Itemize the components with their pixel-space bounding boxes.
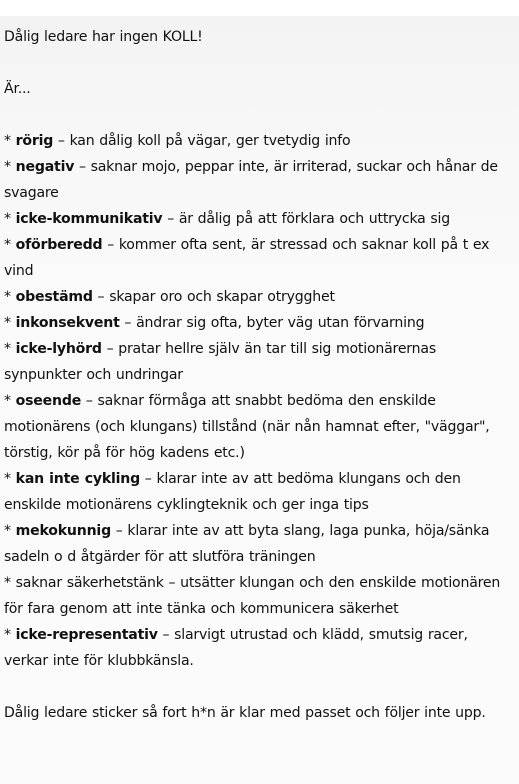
list-item xyxy=(4,388,516,466)
bullet: * xyxy=(4,133,11,149)
top-band xyxy=(0,0,519,16)
bullet: * xyxy=(4,315,11,331)
bullet: * xyxy=(4,471,11,487)
list-item xyxy=(4,622,516,674)
bullet: * xyxy=(4,393,11,409)
list-item xyxy=(4,284,516,310)
bullet: * xyxy=(4,159,11,175)
item-description: – klarar inte av att bedöma klungans och den enskilde motionärens cyklingteknik och ger inga tips xyxy=(4,471,461,513)
item-description: – kommer ofta sent, är stressad och saknar koll på t ex vind xyxy=(4,237,490,279)
item-term: mekokunnig xyxy=(15,523,111,539)
item-term: negativ xyxy=(15,159,75,175)
item-description: – klarar inte av att byta slang, laga punka, höja/sänka sadeln o d åtgärder för att slutföra träningen xyxy=(4,523,490,565)
item-term: rörig xyxy=(15,133,54,149)
item-term: icke-lyhörd xyxy=(15,341,102,357)
item-description: – skapar oro och skapar otrygghet xyxy=(92,289,335,305)
item-term: icke-kommunikativ xyxy=(15,211,163,227)
bullet: * xyxy=(4,627,11,643)
item-description: – saknar mojo, peppar inte, är irriterad, suckar och hånar de svagare xyxy=(4,159,498,201)
item-term: kan inte cykling xyxy=(15,471,141,487)
bullet: * xyxy=(4,289,11,305)
bullet: * xyxy=(4,211,11,227)
item-term: icke-representativ xyxy=(15,627,158,643)
closing-text: Dålig ledare sticker så fort h*n är klar med passet och följer inte upp. xyxy=(4,705,486,721)
bullet: * xyxy=(4,341,11,357)
post-content xyxy=(4,24,516,726)
item-description: – är dålig på att förklara och uttrycka sig xyxy=(162,211,451,227)
list-item xyxy=(4,154,516,206)
list-item xyxy=(4,232,516,284)
item-description: – kan dålig koll på vägar, ger tvetydig info xyxy=(53,133,351,149)
bullet: * xyxy=(4,237,11,253)
item-description: – saknar förmåga att snabbt bedöma den enskilde motionärens (och klungans) tillstånd (när nån hamnat efter, "väggar", törstig, kör på för hög kadens etc.) xyxy=(4,393,490,461)
item-term: inkonsekvent xyxy=(15,315,120,331)
list-item xyxy=(4,310,516,336)
spacer xyxy=(4,50,516,76)
item-description: – slarvigt utrustad och klädd, smutsig racer, verkar inte för klubbkänsla. xyxy=(4,627,468,669)
spacer xyxy=(4,102,516,128)
list-item xyxy=(4,336,516,388)
intro-text: Är... xyxy=(4,81,31,97)
item-description: saknar säkerhetstänk – utsätter klungan och den enskilde motionären för fara genom att inte tänka och kommunicera säkerhet xyxy=(4,575,501,617)
list-item xyxy=(4,206,516,232)
item-description: – ändrar sig ofta, byter väg utan förvarning xyxy=(119,315,425,331)
list-item xyxy=(4,518,516,570)
bullet: * xyxy=(4,575,11,591)
post-title: Dålig ledare har ingen KOLL! xyxy=(4,29,203,45)
list-item xyxy=(4,128,516,154)
list-item xyxy=(4,466,516,518)
item-term: obestämd xyxy=(15,289,93,305)
item-description: – pratar hellre själv än tar till sig motionärernas synpunkter och undringar xyxy=(4,341,436,383)
list-item xyxy=(4,570,516,622)
spacer xyxy=(4,674,516,700)
item-term: oförberedd xyxy=(15,237,103,253)
bullet: * xyxy=(4,523,11,539)
item-term: oseende xyxy=(15,393,82,409)
